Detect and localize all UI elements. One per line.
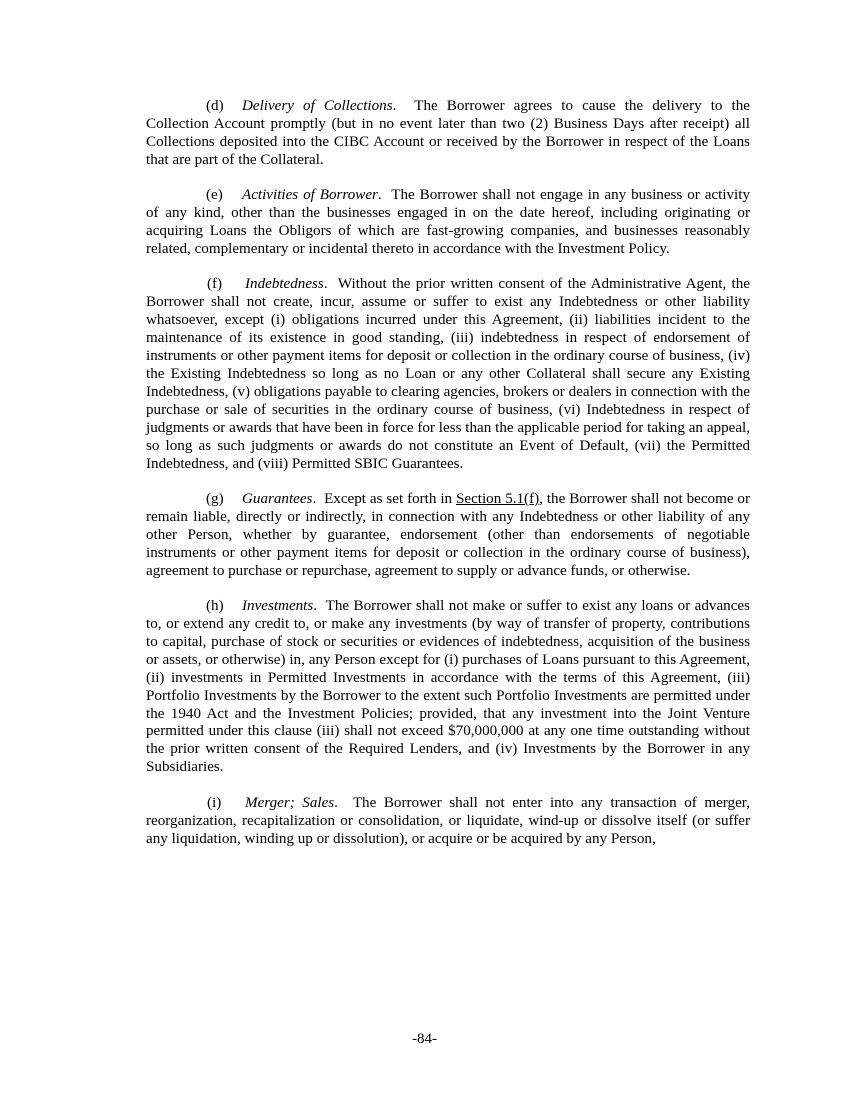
section-g: (g) Guarantees. Except as set forth in Section 5.1(f), the Borrower shall not become or remain liable, directly or indirectly, in connection with any Indebtedness or other liability of any other Person, whether by guarantee, endorsement (other than endorsements of negotiable instruments or other payment items for deposit or collection in the ordinary course of business), agreement to purchase or repurchase, agreement to supply or advance funds, or otherwise.: [146, 491, 751, 579]
section-body: The Borrower agrees to cause the delivery to the Collection Account promptly (but in no event later than two (2) Business Days after receipt) all Collections deposited into the CIBC Account or received by the Borrower in respect of the Loans that are part of the Collateral.: [146, 98, 750, 168]
section-title: Delivery of Collections: [242, 98, 393, 114]
section-body: The Borrower shall not engage in any business or activity of any kind, other than the businesses engaged in on the date hereof, including originating or acquiring Loans the Obligors of which are fast-growing companies, and businesses reasonably related, complementary or incidental thereto in accordance with the Investment Policy.: [146, 187, 750, 257]
section-body: The Borrower shall not enter into any transaction of merger, reorganization, recapitalization or consolidation, or liquidate, wind-up or dissolve itself (or suffer any liquidation, winding up or dissolution), or acquire or be acquired by any Person,: [146, 794, 750, 847]
section-title: Investments: [242, 598, 314, 615]
section-body: Without the prior written consent of the Administrative Agent, the Borrower shall not create, incur, assume or suffer to exist any Indebtedness or other liability whatsoever, except (i) obligations incurred under this Agreement, (ii) liabilities incident to the maintenance of its existence in good standing, (iii) indebtedness in respect of endorsement of instruments or other payment items for deposit or collection in the ordinary course of business, (iv) the Existing Indebtedness so long as no Loan or any other Collateral shall secure any Existing Indebtedness, (v) obligations payable to clearing agencies, brokers or dealers in connection with the purchase or sale of securities in the ordinary course of business, (vi) Indebtedness in respect of judgments or awards that have been in force for less than the applicable period for taking an appeal, so long as such judgments or awards do not constitute an Event of Default, (vii) the Permitted Indebtedness, and (viii) Permitted SBIC Guarantees.: [146, 276, 750, 472]
section-number: (i): [207, 794, 222, 811]
section-title: Activities of Borrower: [242, 187, 378, 204]
section-d: (d) Delivery of Collections. The Borrower agrees to cause the delivery to the Collection Account promptly (but in no event later than two (2) Business Days after receipt) all Collections deposited into the CIBC Account or received by the Borrower in respect of the Loans that are part of the Collateral.: [146, 98, 750, 168]
section-f: (f) Indebtedness. Without the prior written consent of the Administrative Agent, the Borrower shall not create, incur, assume or suffer to exist any Indebtedness or other liability whatsoever, except (i) obligations incurred under this Agreement, (ii) liabilities incident to the maintenance of its existence in good standing, (iii) indebtedness in respect of endorsement of instruments or other payment items for deposit or collection in the ordinary course of business, (iv) the Existing Indebtedness so long as no Loan or any other Collateral shall secure any Existing Indebtedness, (v) obligations payable to clearing agencies, brokers or dealers in connection with the purchase or sale of securities in the ordinary course of business, (vi) Indebtedness in respect of judgments or awards that have been in force for less than the applicable period for taking an appeal, so long as such judgments or awards do not constitute an Event of Default, (vii) the Permitted Indebtedness, and (viii) Permitted SBIC Guarantees.: [146, 276, 750, 472]
section-number: (h): [206, 598, 224, 615]
section-number: (d): [206, 98, 224, 114]
section-body: The Borrower shall not make or suffer to exist any loans or advances to, or extend any credit to, or make any investments (by way of transfer of property, contributions to capital, purchase of stock or securities or evidences of indebtedness, acquisition of the business or assets, or otherwise) in, any Person except for (i) purchases of Loans pursuant to this Agreement, (ii) investments in Permitted Investments in accordance with the terms of this Agreement, (iii) Portfolio Investments by the Borrower to the extent such Portfolio Investments are permitted under the 1940 Act and the Investment Policies; provided, that any investment into the Joint Venture permitted under this clause (iii) shall not exceed $70,000,000 at any one time outstanding without the prior written consent of the Required Lenders, and (iv) Investments by the Borrower in any Subsidiaries.: [146, 598, 750, 776]
document-page: [146, 98, 750, 866]
section-title: Indebtedness: [245, 276, 324, 293]
section-h: (h) Investments. The Borrower shall not make or suffer to exist any loans or advances to, or extend any credit to, or make any investments (by way of transfer of property, contributions to capital, purchase of stock or securities or evidences of indebtedness, acquisition of the business or assets, or otherwise) in, any Person except for (i) purchases of Loans pursuant to this Agreement, (ii) investments in Permitted Investments in accordance with the terms of this Agreement, (iii) Portfolio Investments by the Borrower to the extent such Portfolio Investments are permitted under the 1940 Act and the Investment Policies; provided, that any investment into the Joint Venture permitted under this clause (iii) shall not exceed $70,000,000 at any one time outstanding without the prior written consent of the Required Lenders, and (iv) Investments by the Borrower in any Subsidiaries.: [146, 598, 750, 776]
section-e: (e) Activities of Borrower. The Borrower shall not engage in any business or activity of any kind, other than the businesses engaged in on the date hereof, including originating or acquiring Loans the Obligors of which are fast-growing companies, and businesses reasonably related, complementary or incidental thereto in accordance with the Investment Policy.: [146, 187, 750, 257]
section-number: (f): [207, 276, 223, 293]
section-i: (i) Merger; Sales. The Borrower shall not enter into any transaction of merger, reorganization, recapitalization or consolidation, or liquidate, wind-up or dissolve itself (or suffer any liquidation, winding up or dissolution), or acquire or be acquired by any Person,: [146, 794, 750, 847]
section-body-intro: Except as set forth in: [324, 491, 453, 507]
section-number: (e): [206, 187, 223, 204]
section-body: , the Borrower shall not become or remain liable, directly or indirectly, in connection with any Indebtedness or other liability of any other Person, whether by guarantee, endorsement (other than endorsements of negotiable instruments or other payment items for deposit or collection in the ordinary course of business), agreement to purchase or repurchase, agreement to supply or advance funds, or otherwise.: [146, 491, 751, 579]
section-title: Guarantees: [242, 491, 313, 507]
section-cross-reference-link[interactable]: Section 5.1(f): [456, 491, 540, 507]
section-title: Merger; Sales: [245, 794, 335, 811]
section-number: (g): [206, 491, 224, 507]
page-number: -84-: [412, 1031, 437, 1047]
